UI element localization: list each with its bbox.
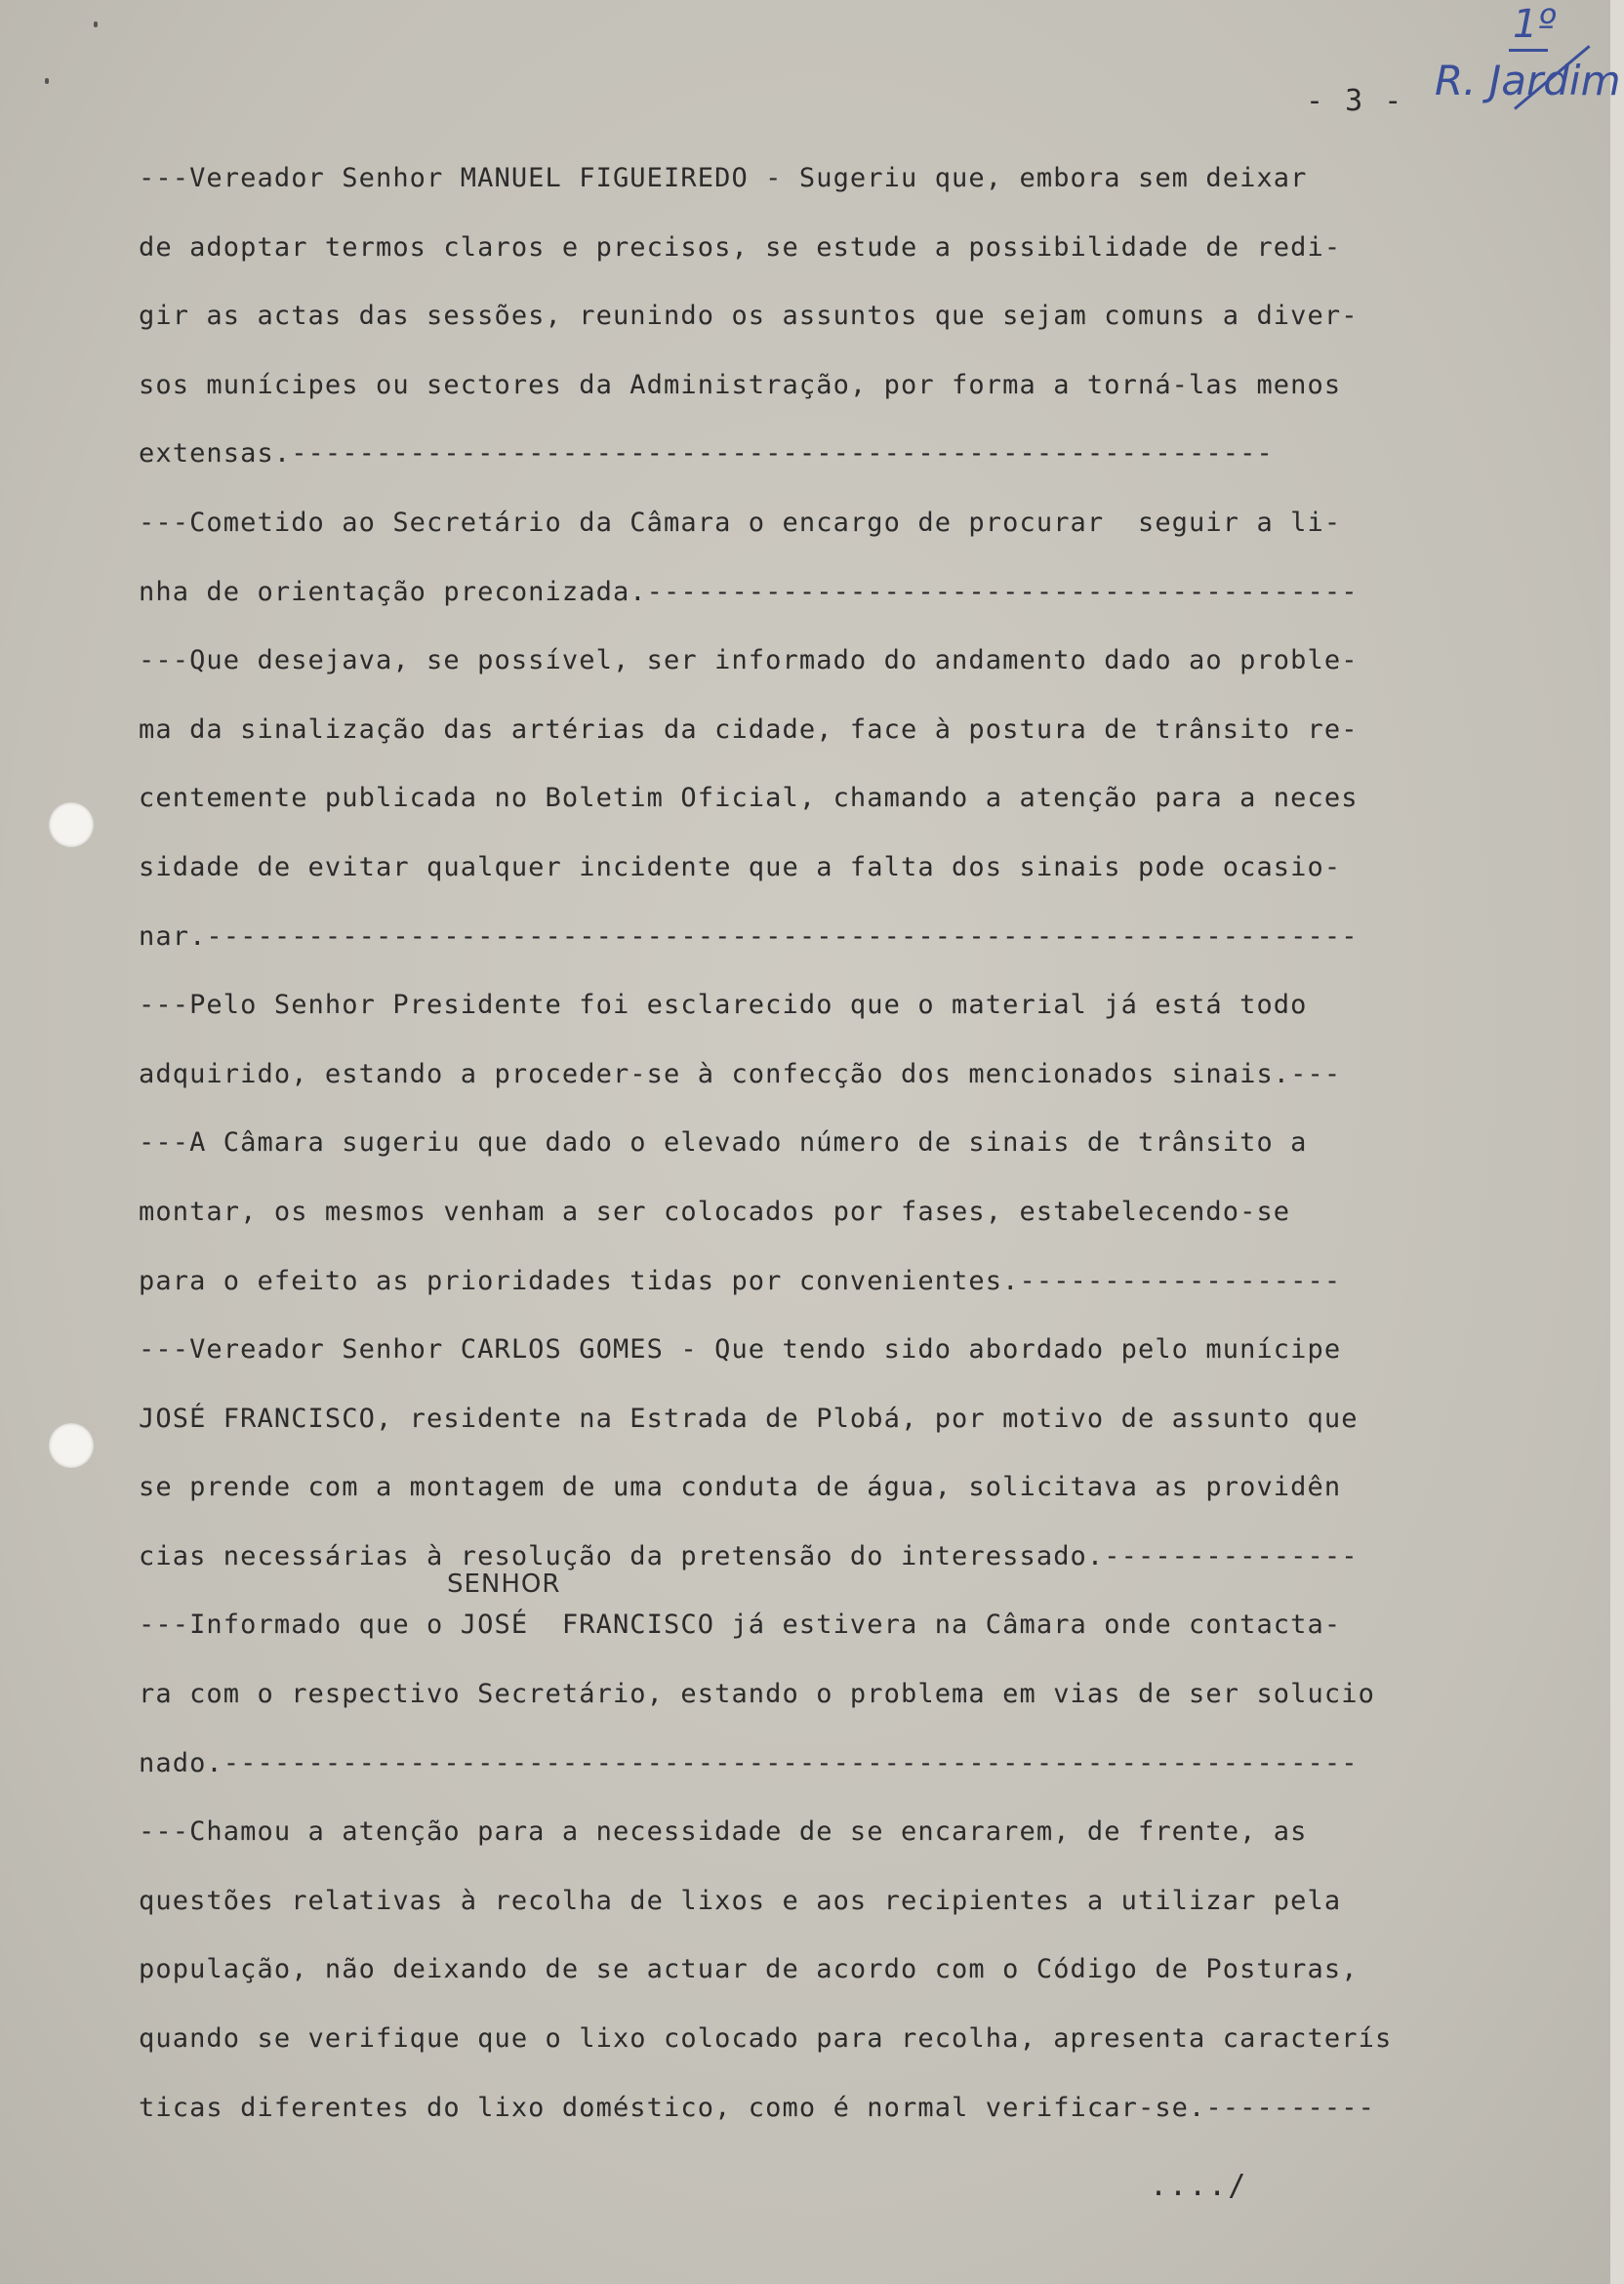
- text-line: para o efeito as prioridades tidas por convenientes.-------------------: [139, 1265, 1342, 1296]
- text-line: nado.-------------------------------------------------------------------: [139, 1747, 1359, 1778]
- paper-speck: [45, 78, 49, 84]
- text-line: cias necessárias à resolução da pretensão do interessado.---------------: [139, 1540, 1359, 1571]
- continuation-mark: ..../: [1150, 2169, 1248, 2203]
- annotation-underline: [1509, 49, 1548, 52]
- text-line: questões relativas à recolha de lixos e aos recipientes a utilizar pela: [139, 1885, 1342, 1916]
- text-line: gir as actas das sessões, reunindo os assuntos que sejam comuns a diver-: [139, 301, 1359, 332]
- text-line: nha de orientação preconizada.------------------------------------------: [139, 576, 1359, 607]
- text-line: ---Informado que o JOSÉ FRANCISCO já estivera na Câmara onde contacta-: [139, 1610, 1342, 1641]
- text-line: população, não deixando de se actuar de acordo com o Código de Posturas,: [139, 1954, 1359, 1985]
- text-line: nar.--------------------------------------------------------------------: [139, 920, 1359, 952]
- handwritten-insertion: SENHOR: [447, 1570, 561, 1599]
- punch-hole-lower: [49, 1423, 94, 1468]
- paper-speck: [94, 21, 98, 27]
- text-line: sidade de evitar qualquer incidente que a falta dos sinais pode ocasio-: [139, 851, 1342, 882]
- text-line: centemente publicada no Boletim Oficial, chamando a atenção para a neces: [139, 783, 1359, 814]
- text-line: montar, os mesmos venham a ser colocados por fases, estabelecendo-se: [139, 1196, 1291, 1227]
- text-line: extensas.----------------------------------------------------------: [139, 438, 1274, 469]
- text-line: adquirido, estando a proceder-se à confecção dos mencionados sinais.---: [139, 1058, 1342, 1089]
- text-line: ticas diferentes do lixo doméstico, como é normal verificar-se.----------: [139, 2092, 1375, 2123]
- text-line: ---A Câmara sugeriu que dado o elevado número de sinais de trânsito a: [139, 1127, 1308, 1159]
- text-line: ma da sinalização das artérias da cidade, face à postura de trânsito re-: [139, 714, 1359, 745]
- text-line: ---Chamou a atenção para a necessidade de se encararem, de frente, as: [139, 1816, 1308, 1848]
- minutes-text: [139, 144, 1524, 2142]
- handwritten-number: 1º: [1513, 2, 1557, 47]
- page-number: - 3 -: [1306, 84, 1404, 118]
- text-line: ---Pelo Senhor Presidente foi esclarecido que o material já está todo: [139, 990, 1308, 1021]
- text-line: ---Cometido ao Secretário da Câmara o encargo de procurar seguir a li-: [139, 507, 1342, 538]
- text-line: ---Que desejava, se possível, ser informado do andamento dado ao proble-: [139, 645, 1359, 676]
- text-line: quando se verifique que o lixo colocado para recolha, apresenta caracterís: [139, 2023, 1393, 2055]
- text-line: ---Vereador Senhor MANUEL FIGUEIREDO - Sugeriu que, embora sem deixar: [139, 163, 1308, 193]
- text-line: ---Vereador Senhor CARLOS GOMES - Que tendo sido abordado pelo munícipe: [139, 1334, 1342, 1366]
- text-line: se prende com a montagem de uma conduta de água, solicitava as providên: [139, 1472, 1342, 1503]
- text-line: JOSÉ FRANCISCO, residente na Estrada de Plobá, por motivo de assunto que: [139, 1403, 1359, 1434]
- handwritten-signature: R. Jardim: [1435, 57, 1621, 104]
- punch-hole-upper: [49, 802, 94, 847]
- text-line: ra com o respectivo Secretário, estando o problema em vias de ser solucio: [139, 1679, 1375, 1710]
- text-line: de adoptar termos claros e precisos, se estude a possibilidade de redi-: [139, 231, 1342, 263]
- text-line: sos munícipes ou sectores da Administração, por forma a torná-las menos: [139, 369, 1342, 400]
- paper-edge: [1610, 0, 1624, 2284]
